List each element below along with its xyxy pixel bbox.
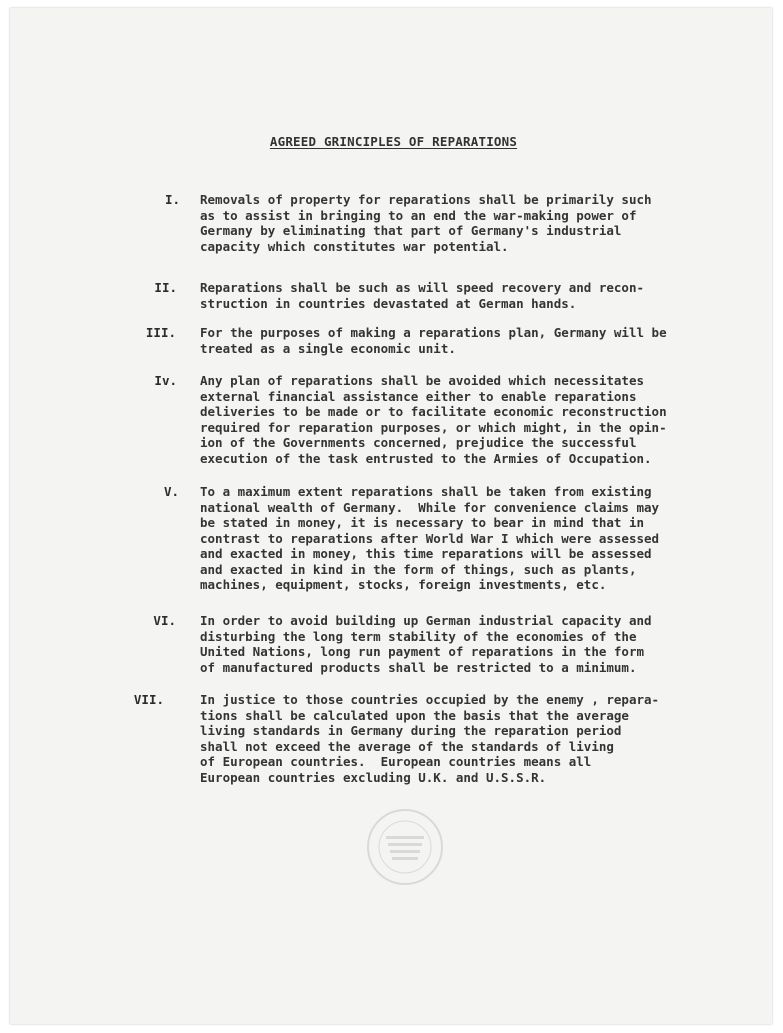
section-text: [200, 373, 700, 466]
text-line: contrast to reparations after World War I which were assessed: [200, 530, 660, 546]
text-line: tions shall be calculated upon the basis that the average: [200, 707, 629, 723]
text-line: Removals of property for reparations shall be primarily such: [200, 192, 652, 207]
text-line: deliveries to be made or to facilitate economic reconstruction: [200, 404, 667, 419]
text-line: To a maximum extent reparations shall be taken from existing: [200, 484, 652, 499]
document-title: AGREED GRINCIPLES OF REPARATIONS: [269, 134, 518, 149]
text-line: external financial assistance either to enable reparations: [200, 388, 637, 404]
text-line: United Nations, long run payment of reparations in the form: [200, 644, 645, 659]
text-line: struction in countries devastated at German hands.: [200, 295, 577, 311]
section-text: [200, 280, 700, 311]
text-line: required for reparation purposes, or which might, in the opin-: [200, 419, 667, 435]
text-line: ion of the Governments concerned, prejudice the successful: [200, 435, 637, 450]
section-text: [200, 692, 700, 785]
text-line: disturbing the long term stability of the economies of the: [200, 628, 637, 644]
text-line: shall not exceed the average of the standards of living: [200, 738, 614, 754]
section-text: [200, 192, 700, 254]
section-numeral: Iv.: [154, 373, 177, 388]
section-text: [200, 325, 700, 356]
text-line: treated as a single economic unit.: [200, 340, 456, 356]
text-line: of European countries. European countries means all: [200, 754, 592, 769]
text-line: machines, equipment, stocks, foreign investments, etc.: [200, 577, 607, 592]
section-numeral: VI.: [153, 613, 176, 628]
text-line: Germany by eliminating that part of Germany's industrial: [200, 223, 622, 238]
text-line: of manufactured products shall be restricted to a minimum.: [200, 659, 637, 675]
text-line: national wealth of Germany. While for convenience claims may: [200, 499, 660, 515]
text-line: European countries excluding U.K. and U.S.S.R.: [200, 769, 547, 785]
text-line: and exacted in money, this time reparations will be assessed: [200, 546, 652, 561]
section-numeral: III.: [145, 325, 176, 340]
text-line: living standards in Germany during the reparation period: [200, 723, 622, 738]
text-line: and exacted in kind in the form of things, such as plants,: [200, 561, 637, 577]
section-numeral: II.: [154, 280, 177, 295]
text-line: Reparations shall be such as will speed recovery and recon-: [200, 280, 645, 295]
text-line: For the purposes of making a reparations plan, Germany will be: [200, 325, 667, 340]
text-line: be stated in money, it is necessary to bear in mind that in: [200, 515, 645, 530]
text-line: In justice to those countries occupied by the enemy , repara-: [200, 692, 660, 707]
text-line: capacity which constitutes war potential.: [200, 238, 509, 254]
text-line: execution of the task entrusted to the Armies of Occupation.: [200, 450, 652, 466]
text-line: as to assist in bringing to an end the war-making power of: [200, 207, 637, 223]
section-numeral: I.: [164, 192, 180, 207]
archive-seal-stamp: [366, 808, 444, 886]
section-text: [200, 613, 700, 675]
section-numeral: V.: [163, 484, 179, 499]
text-line: Any plan of reparations shall be avoided which necessitates: [200, 373, 645, 388]
section-text: [200, 484, 700, 593]
section-numeral: VII.: [133, 692, 164, 707]
text-line: In order to avoid building up German industrial capacity and: [200, 613, 652, 628]
